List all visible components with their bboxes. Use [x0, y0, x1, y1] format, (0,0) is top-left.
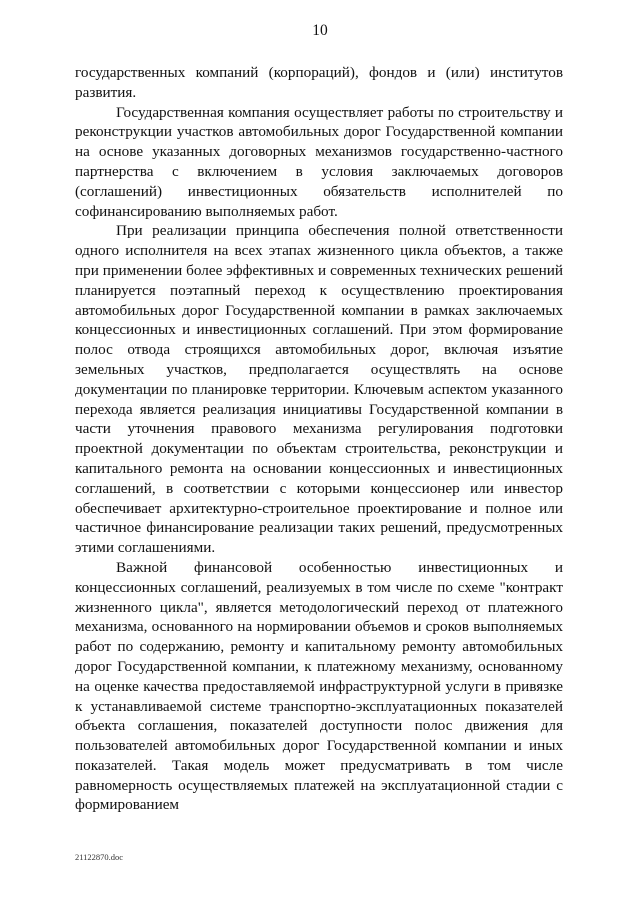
footer-filename: 21122870.doc	[75, 852, 124, 862]
paragraph-construction-works: Государственная компания осуществляет работы по строительству и реконструкции участков автомобильных дорог Государственной компании на основе указанных договорных механизмов государственно-частного партнерства с включением в условия заключаемых договоров (соглашений) инвестиционных обязательств исполнителей по софинансированию выполняемых работ.	[75, 103, 563, 220]
paragraph-continuation: государственных компаний (корпораций), фондов и (или) институтов развития.	[75, 64, 563, 101]
paragraph-financial-feature: Важной финансовой особенностью инвестиционных и концессионных соглашений, реализуемых в том числе по схеме "контракт жизненного цикла", является методологический переход от платежного механизма, основанного на нормировании объемов и сроков выполняемых работ по содержанию, ремонту и капитальному ремонту автомобильных дорог Государственной компании, к платежному механизму, основанному на оценке качества предоставляемой инфраструктурной услуги в привязке к устанавливаемой системе транспортно-эксплуатационных показателей объекта соглашения, показателей доступности полос движения для пользователей автомобильных дорог Государственной компании и иных показателей. Такая модель может предусматривать в том числе равномерность осуществляемых платежей на эксплуатационной стадии с формированием	[75, 558, 563, 814]
document-body	[75, 63, 563, 815]
page-number: 10	[312, 22, 328, 39]
paragraph-responsibility-principle: При реализации принципа обеспечения полной ответственности одного исполнителя на всех этапах жизненного цикла объектов, а также при применении более эффективных и современных технических решений планируется поэтапный переход к осуществлению проектирования автомобильных дорог Государственной компании в рамках заключаемых концессионных и инвестиционных соглашений. При этом формирование полос отвода строящихся автомобильных дорог, включая изъятие земельных участков, предполагается осуществлять на основе документации по планировке территории. Ключевым аспектом указанного перехода является реализация инициативы Государственной компании в части уточнения правового механизма регулирования подготовки проектной документации по объектам строительства, реконструкции и капитального ремонта на основании концессионных и инвестиционных соглашений, в соответствии с которыми концессионер или инвестор обеспечивает архитектурно-строительное проектирование и полное или частичное финансирование реализации таких решений, предусмотренных этими соглашениями.	[75, 222, 563, 557]
